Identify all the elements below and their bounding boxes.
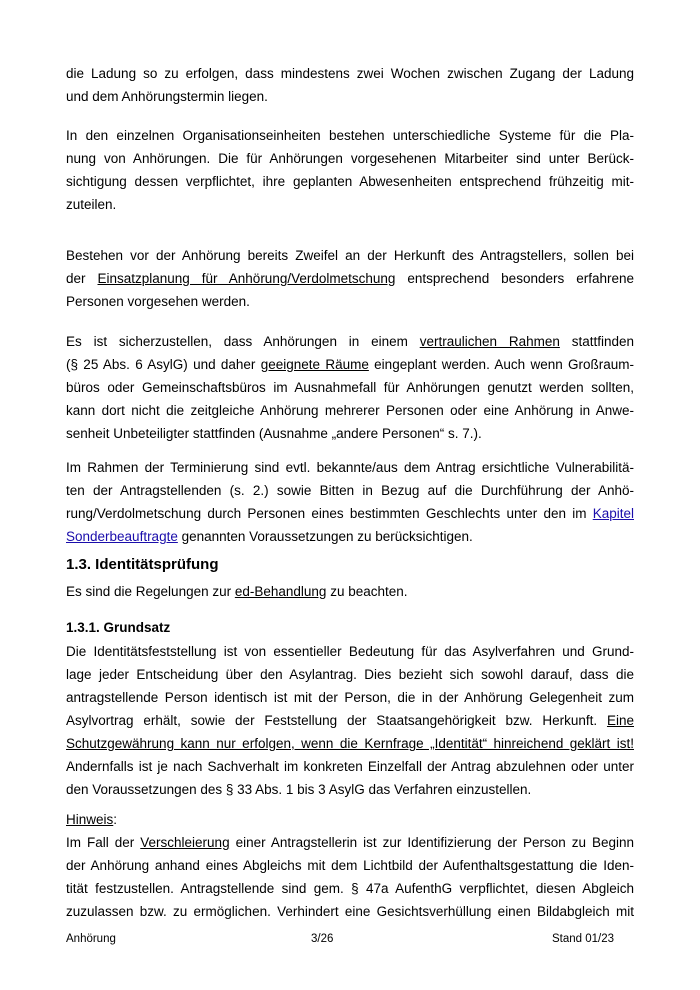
hinweis-label-line — [66, 808, 634, 831]
text-line: Bestehen vor der Anhörung bereits Zweifel an der Herkunft des Antragstellers, sollen bei — [66, 248, 634, 263]
text-segment: : — [113, 812, 118, 827]
text-line: nung von Anhörungen. Die für Anhörungen vorgesehenen Mitarbeiter sind unter Berück- — [66, 151, 634, 166]
text-segment: Es sind die Regelungen zur — [66, 584, 235, 599]
text-segment: einer Antragstellerin ist zur Identifizierung der Person zu Beginn — [229, 835, 635, 850]
text-segment: stattfinden — [559, 334, 634, 349]
text-line: In den einzelnen Organisationseinheiten bestehen unterschiedliche Systeme für die Pla- — [66, 128, 634, 143]
text-line: Im Rahmen der Terminierung sind evtl. bekannte/aus dem Antrag ersichtliche Vulnerabilitä- — [66, 460, 634, 475]
text-line — [66, 732, 634, 755]
subsection-heading-grundsatz: 1.3.1. Grundsatz — [66, 620, 171, 635]
text-line — [66, 709, 634, 732]
text-line — [66, 580, 634, 603]
text-line — [66, 353, 634, 376]
hinweis-label: Hinweis — [66, 812, 114, 827]
text-segment: Asylvortrag erhält, sowie der Feststellung der Staatsangehörigkeit bzw. Herkunft. — [66, 713, 607, 728]
underlined-term-geeignete-raeume: geeignete Räume — [260, 357, 369, 372]
footer-document-title: Anhörung — [66, 933, 116, 945]
text-segment: Im Fall der — [66, 835, 141, 850]
underlined-term-verschleierung: Verschleierung — [140, 835, 230, 850]
paragraph-zweifel-herkunft — [66, 244, 634, 313]
text-line: der Anhörung anhand eines Abgleichs mit dem Lichtbild der Aufenthaltsgestattung die Iden- — [66, 858, 634, 873]
text-line: Personen vorgesehen werden. — [66, 294, 250, 309]
text-line: den Voraussetzungen des § 33 Abs. 1 bis 3 AsylG das Verfahren einzustellen. — [66, 782, 532, 797]
paragraph-systeme — [66, 124, 634, 216]
text-segment: zu beachten. — [326, 584, 408, 599]
text-line: kann dort nicht die zeitgleiche Anhörung mehrerer Personen oder eine Anhörung in Anwe- — [66, 403, 634, 418]
section-heading-identitaetspruefung: 1.3. Identitätsprüfung — [66, 556, 219, 573]
text-segment: genannten Voraussetzungen zu berücksichtigen. — [177, 529, 473, 544]
text-line — [66, 502, 634, 525]
underlined-statement-schutzgewaehrung: Schutzgewährung kann nur erfolgen, wenn die Kernfrage „Identität“ hinreichend geklärt ist! — [66, 736, 634, 751]
text-line: und dem Anhörungstermin liegen. — [66, 89, 268, 104]
paragraph-terminierung — [66, 456, 634, 548]
underlined-statement-start: Eine — [606, 713, 634, 728]
text-segment: entsprechend besonders erfahrene — [395, 271, 634, 286]
text-segment: eingeplant werden. Auch wenn Großraum- — [368, 357, 635, 372]
text-line: die Ladung so zu erfolgen, dass mindestens zwei Wochen zwischen Zugang der Ladung — [66, 66, 634, 81]
text-line: sichtigung dessen verpflichtet, ihre geplanten Abwesenheiten entsprechend frühzeitig mit- — [66, 174, 634, 189]
text-segment: Es ist sicherzustellen, dass Anhörungen in einem — [66, 334, 420, 349]
text-segment: (§ 25 Abs. 6 AsylG) und daher — [66, 357, 261, 372]
text-line: tität festzustellen. Antragstellende sind gem. § 47a AufenthG verpflichtet, diesen Abgleich — [66, 881, 634, 896]
text-segment: der — [66, 271, 98, 286]
underlined-term-einsatzplanung: Einsatzplanung für Anhörung/Verdolmetschung — [97, 271, 396, 286]
paragraph-grundsatz — [66, 640, 634, 801]
text-line: senheit Unbeteiligter stattfinden (Ausnahme „andere Personen“ s. 7.). — [66, 426, 482, 441]
underlined-term-ed-behandlung: ed-Behandlung — [234, 584, 327, 599]
text-line: antragstellende Person identisch ist mit der Person, die in der Anhörung Gelegenheit zum — [66, 690, 634, 705]
paragraph-vertraulicher-rahmen — [66, 330, 634, 445]
text-segment: rung/Verdolmetschung durch Personen eines bestimmten Geschlechts unter den im — [66, 506, 593, 521]
text-line: büros oder Gemeinschaftsbüros im Ausnahmefall für Anhörungen genutzt werden sollten, — [66, 380, 634, 395]
link-kapitel-sonderbeauftragte-cont[interactable]: Sonderbeauftragte — [66, 529, 178, 544]
underlined-term-vertraulichen-rahmen: vertraulichen Rahmen — [419, 334, 560, 349]
text-line: zuzulassen bzw. zu ermöglichen. Verhindert eine Gesichtsverhüllung einen Bildabgleich mit — [66, 904, 634, 919]
footer-version-stand: Stand 01/23 — [551, 933, 614, 945]
paragraph-hinweis — [66, 808, 634, 923]
text-line: lage jeder Entscheidung über den Asylantrag. Dies bezieht sich sowohl darauf, dass die — [66, 667, 634, 682]
text-line: Die Identitätsfeststellung ist von essentieller Bedeutung für das Asylverfahren und Grund- — [66, 644, 634, 659]
text-line: ten der Antragstellenden (s. 2.) sowie Bitten in Bezug auf die Durchführung der Anhö- — [66, 483, 634, 498]
text-line: zuteilen. — [66, 197, 117, 212]
text-line — [66, 525, 634, 548]
text-line — [66, 330, 634, 353]
text-line — [66, 831, 634, 854]
link-kapitel-sonderbeauftragte[interactable]: Kapitel — [592, 506, 634, 521]
text-line — [66, 267, 634, 290]
paragraph-ed-behandlung — [66, 580, 634, 603]
footer-page-number: 3/26 — [311, 933, 334, 945]
paragraph-ladung — [66, 62, 634, 108]
text-line: Andernfalls ist je nach Sachverhalt im konkreten Einzelfall der Antrag abzulehnen oder unter — [66, 759, 634, 774]
